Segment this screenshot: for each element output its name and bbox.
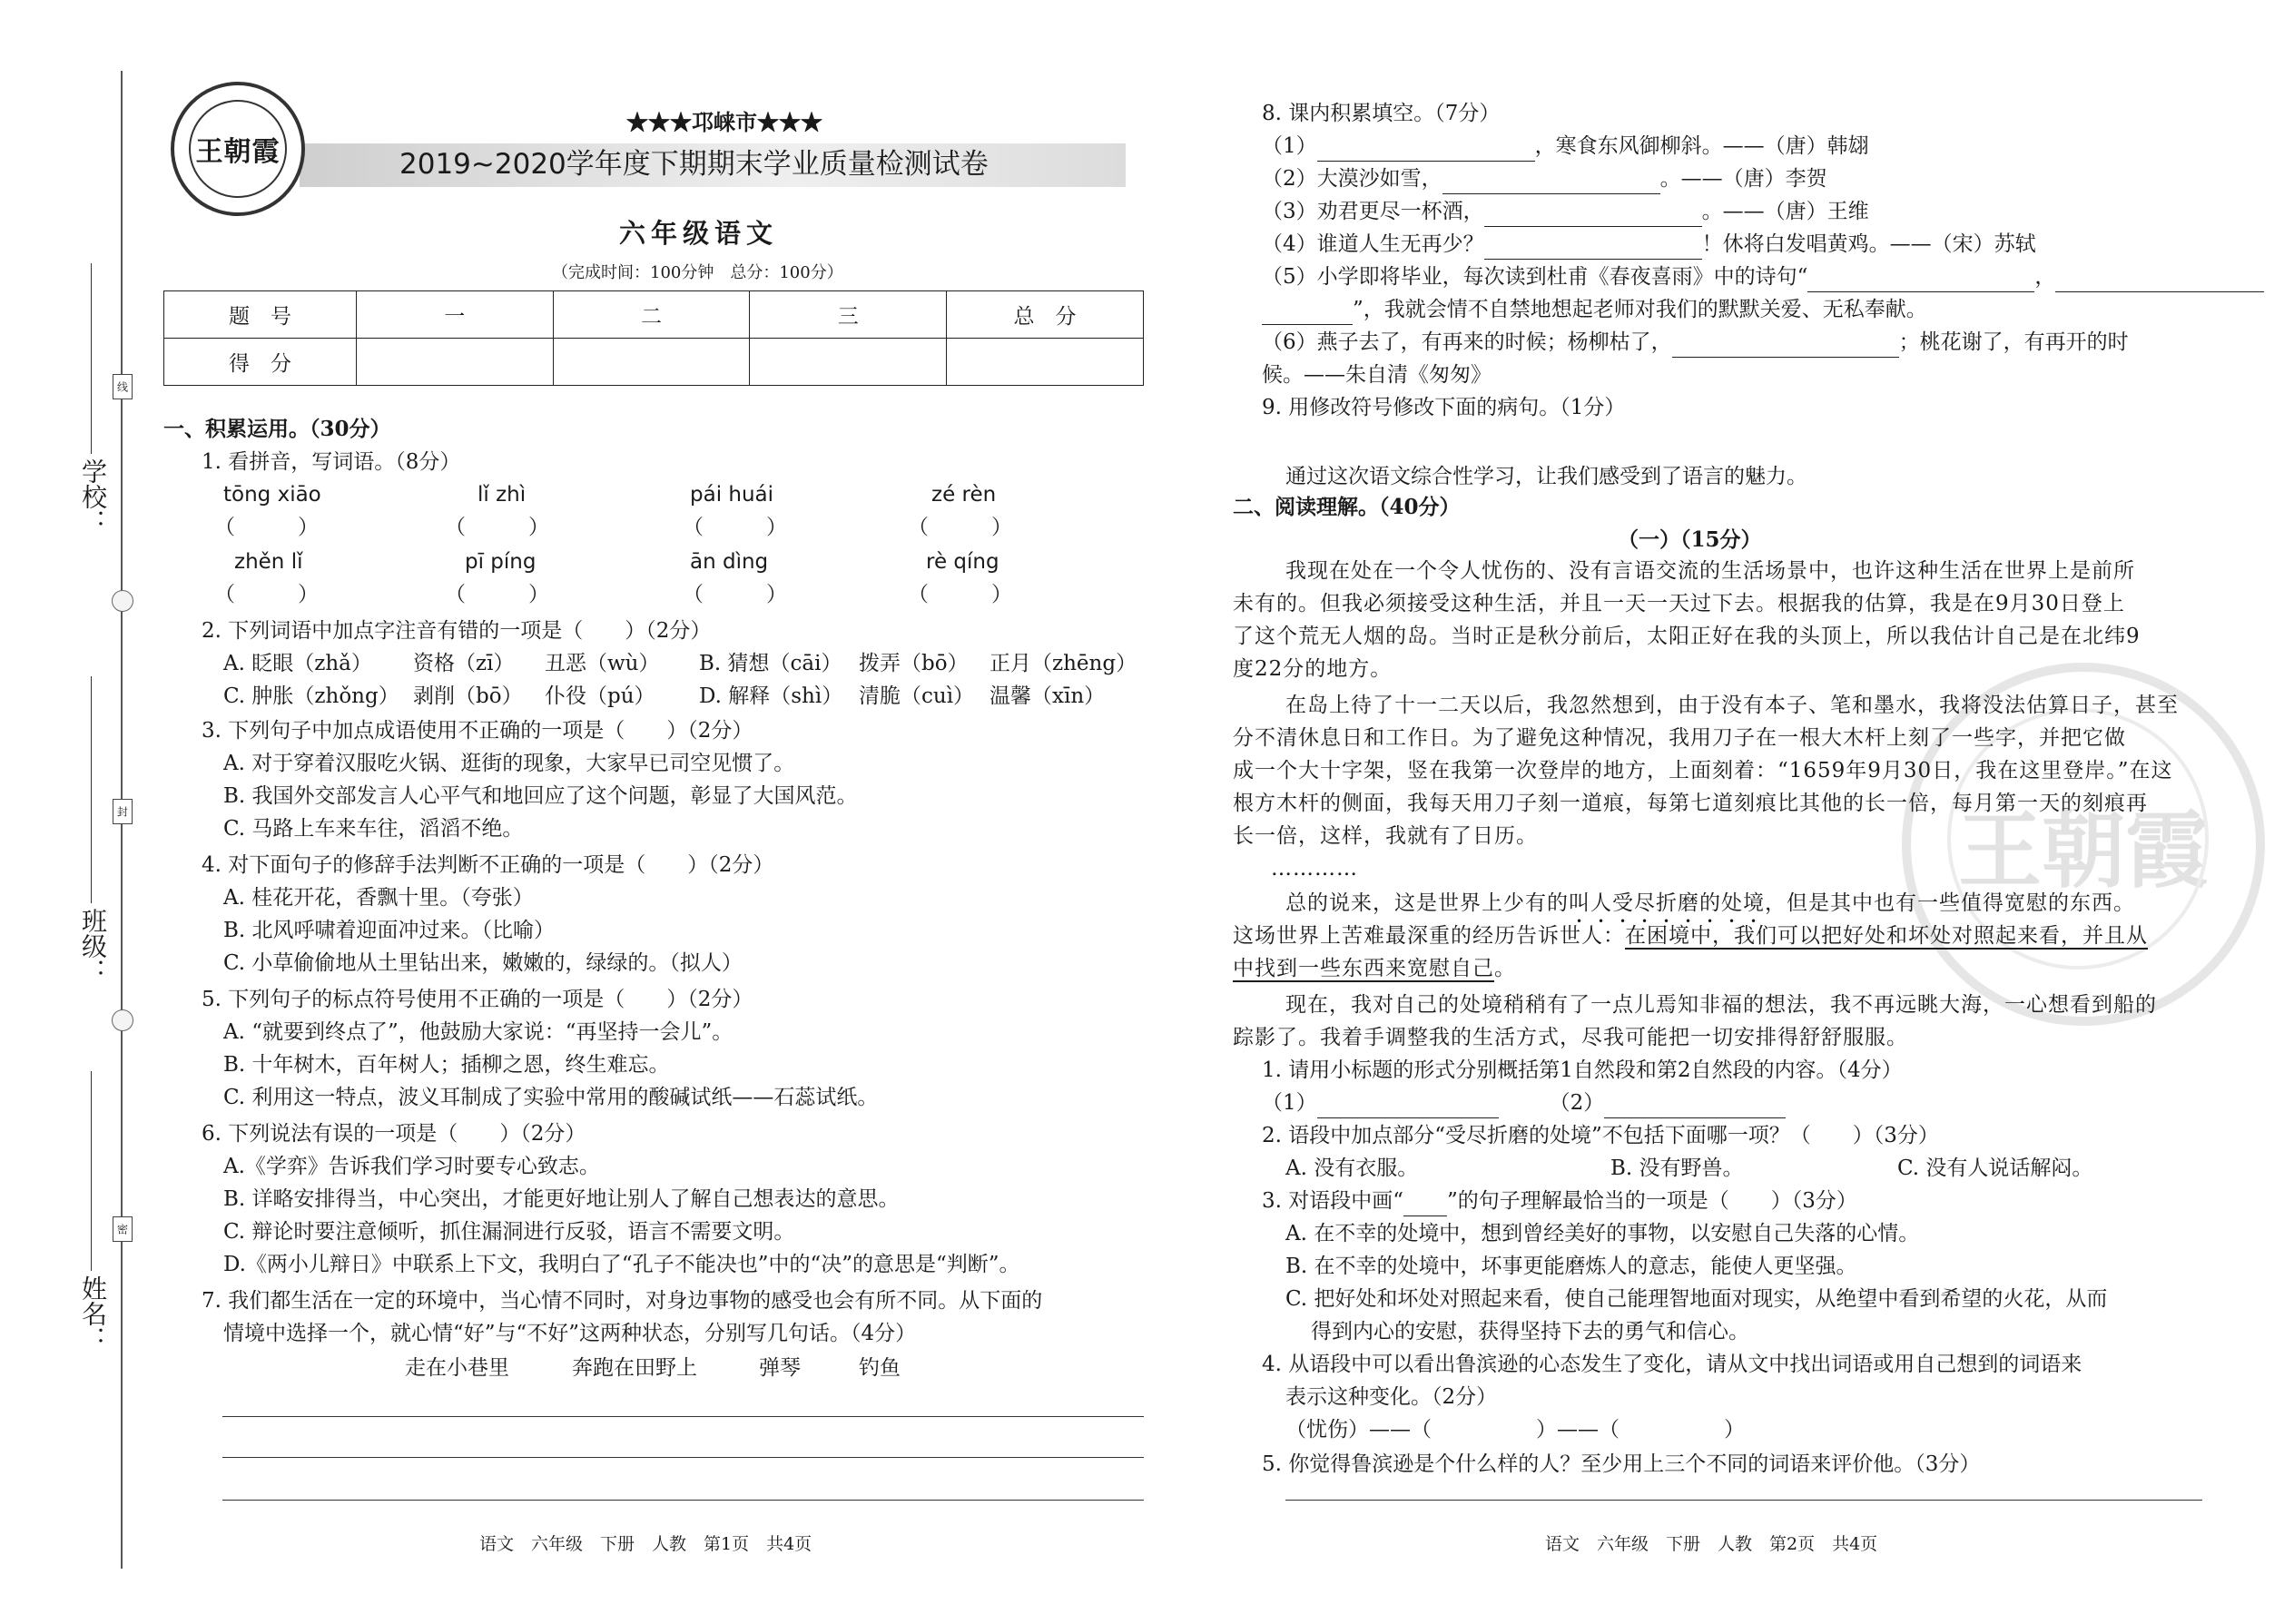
score-header-cell: 题 号 [164,291,357,339]
q1-title: 1. 看拼音，写词语。（8分） [202,450,461,474]
r1-answers: （1） （2） [1262,1088,1786,1118]
binding-hole-icon [112,1009,133,1031]
exam-title: 2019~2020学年度下期期末学业质量检测试卷 [399,148,989,181]
fill-blank[interactable] [1484,237,1702,260]
option: B. 我国外交部发言人心平气和地回应了这个问题，彰显了大国风范。 [223,784,858,808]
seal-char-mi: 密 [113,1216,133,1242]
score-header-cell: 一 [356,291,553,339]
q8-1: （1） ，寒食东风御柳斜。——（唐）韩翃 [1262,131,1869,162]
q9-title: 9. 用修改符号修改下面的病句。（1分） [1262,396,1626,419]
q7-option: 钓鱼 [859,1356,901,1380]
part1-title: （一）（15分） [1618,527,1762,552]
option: A. 眨眼（zhǎ） [223,652,372,675]
name-label: 姓名： [78,1275,108,1352]
option: B. 在不幸的处境中，坏事更能磨炼人的意志，能使人更坚强。 [1285,1255,1857,1278]
seal-char-xian: 线 [113,374,133,399]
school-label: 学校： [78,458,108,535]
name-field[interactable] [91,1071,92,1271]
passage-line: 我现在处在一个令人忧伤的、没有言语交流的生活场景中，也许这种生活在世界上是前所 [1285,559,2135,583]
class-field[interactable] [91,676,92,903]
option: A. 桂花开花，香飘十里。（夸张） [223,886,534,910]
option: B. 十年树木，百年树人；插柳之恩，终生难忘。 [223,1053,670,1077]
q8-6-cont: 候。——朱自清《匆匆》 [1262,363,1492,387]
option: A.《学弈》告诉我们学习时要专心致志。 [223,1155,600,1178]
score-row-label: 得 分 [164,339,357,386]
option: C. 肿胀（zhǒng） [223,684,399,708]
passage-line: 在岛上待了十一二天以后，我忽然想到，由于没有本子、笔和墨水，我将没法估算日子，甚至 [1285,694,2179,717]
passage-line: 总的说来，这是世界上少有的叫人受尽折磨的处境，但是其中也有一些值得宽慰的东西。 [1285,891,2135,915]
underlined-sentence: 中找到一些东西来宽慰自己 [1233,957,1494,980]
r5-title: 5. 你觉得鲁滨逊是个什么样的人？至少用上三个不同的词语来评价他。（3分） [1262,1452,1981,1476]
binding-hole-icon [112,590,133,612]
option: 资格（zī） [413,652,515,675]
option: C. 把好处和坏处对照起来看，使自己能理智地面对现实，从绝望中看到希望的火花，从而 [1285,1287,2108,1311]
dotted-phrase: 叫人受尽折磨的处境 [1569,891,1765,915]
q8-5: （5）小学即将毕业，每次读到杜甫《春夜喜雨》中的诗句“ ， [1262,261,2264,292]
q8-6: （6）燕子去了，有再来的时候；杨柳枯了， ；桃花谢了，有再开的时 [1262,327,2129,358]
fill-blank[interactable] [1317,1096,1499,1118]
writing-line[interactable] [1285,1500,2202,1501]
pinyin: zé rèn [931,483,997,507]
option: 温馨（xīn） [989,684,1106,708]
q4-title: 4. 对下面句子的修辞手法判断不正确的一项是（ ）（2分） [202,853,774,877]
option: A. 没有衣服。 [1285,1156,1419,1180]
answer-blank[interactable]: （ ） [214,583,319,606]
fill-blank[interactable] [1262,302,1353,325]
q8-2: （2）大漠沙如雪， 。——（唐）李贺 [1262,163,1827,194]
option: A. 对于穿着汉服吃火锅、逛街的现象，大家早已司空见惯了。 [223,752,795,775]
option: A. “就要到终点了”，他鼓励大家说：“再坚持一会儿”。 [223,1020,733,1044]
passage-line: 度22分的地方。 [1233,657,1393,681]
answer-blank[interactable]: （ ） [683,583,787,606]
fill-blank[interactable] [1442,172,1660,194]
r4-title: 4. 从语段中可以看出鲁滨逊的心态发生了变化，请从文中找出词语或用自己想到的词语来 [1262,1353,2082,1376]
option: 拨弄（bō） [859,652,969,675]
logo: 王朝霞 [171,82,305,216]
passage-line: 未有的。但我必须接受这种生活，并且一天一天过下去。根据我的估算，我是在9月30日登上 [1233,592,2125,615]
q8-4: （4）谁道人生无再少？ ！休将白发唱黄鸡。——（宋）苏轼 [1262,229,2036,260]
passage-line: 了这个荒无人烟的岛。当时正是秋分前后，太阳正好在我的头顶上，所以我估计自己是在北纬9 [1233,625,2141,648]
option: C. 没有人说话解闷。 [1897,1156,2093,1180]
q6-title: 6. 下列说法有误的一项是（ ）（2分） [202,1122,586,1146]
q5-title: 5. 下列句子的标点符号使用不正确的一项是（ ）（2分） [202,988,753,1011]
section1-title: 一、积累运用。（30分） [163,417,391,441]
q8-3: （3）劝君更尽一杯酒， 。——（唐）王维 [1262,196,1869,227]
r3-title: 3. 对语段中画“ ”的句子理解最恰当的一项是（ ）（3分） [1262,1186,1857,1216]
q7-option: 弹琴 [759,1356,801,1380]
writing-line[interactable] [222,1500,1144,1501]
passage-line: 成一个大十字架，竖在我第一次登岸的地方，上面刻着：“1659年9月30日，我在这里登岸。”在这 [1233,759,2173,782]
pinyin: ān dìng [690,550,769,574]
fill-blank[interactable] [2055,270,2264,292]
passage-line: 中找到一些东西来宽慰自己。 [1233,957,1516,980]
answer-blank[interactable]: （ ） [683,516,787,539]
option: 得到内心的安慰，获得坚持下去的勇气和信心。 [1311,1320,1749,1343]
q7-option: 奔跑在田野上 [572,1356,697,1380]
exam-info: （完成时间：100分钟 总分：100分） [552,263,843,282]
r4-answer[interactable]: （忧伤）——（ ）——（ ） [1285,1418,1745,1442]
fill-blank[interactable] [1672,335,1899,358]
option: 正月（zhēng） [989,652,1137,675]
score-header-cell: 总 分 [947,291,1144,339]
seal-char-feng: 封 [113,799,133,824]
pinyin: pái huái [690,483,774,507]
section2-title: 二、阅读理解。（40分） [1233,495,1461,519]
q8-title: 8. 课内积累填空。（7分） [1262,102,1501,125]
school-field[interactable] [91,263,92,454]
option: D.《两小儿辩日》中联系上下文，我明白了“孔子不能决也”中的“决”的意思是“判断”。 [223,1253,1020,1276]
class-label: 班级： [78,908,108,984]
option: A. 在不幸的处境中，想到曾经美好的事物，以安慰自己失落的心情。 [1285,1222,1920,1245]
answer-blank[interactable]: （ ） [445,583,549,606]
score-cell[interactable] [750,339,947,386]
score-header-cell: 三 [750,291,947,339]
score-header-cell: 二 [553,291,750,339]
option: C. 小草偷偷地从土里钻出来，嫩嫩的，绿绿的。（拟人） [223,951,743,975]
q7-option: 走在小巷里 [405,1356,509,1380]
pinyin: lǐ zhì [478,483,527,507]
score-table [163,290,1144,386]
passage-line: 根方木杆的侧面，我每天用刀子刻一道痕，每第七道刻痕比其他的长一倍，每月第一天的刻痕再 [1233,792,2148,815]
q7-line2: 情境中选择一个，就心情“好”与“不好”这两种状态，分别写几句话。（4分） [223,1322,917,1345]
option: 清脆（cuì） [859,684,975,708]
score-cell[interactable] [553,339,750,386]
r1-title: 1. 请用小标题的形式分别概括第1自然段和第2自然段的内容。（4分） [1262,1058,1903,1082]
pinyin: zhěn lǐ [234,550,303,574]
q7-line1: 7. 我们都生活在一定的环境中，当心情不同时，对身边事物的感受也会有所不同。从下面的 [202,1289,1043,1313]
fill-blank[interactable] [1317,139,1535,162]
option: D. 解释（shì） [699,684,843,708]
option: 丑恶（wù） [545,652,660,675]
passage-line: 这场世界上苦难最深重的经历告诉世人：在困境中，我们可以把好处和坏处对照起来看，并且从 [1233,924,2148,948]
option: 剥削（bō） [413,684,523,708]
fill-blank[interactable] [1807,270,2034,292]
r4-title: 表示这种变化。（2分） [1285,1385,1498,1409]
underlined-sentence: 在困境中，我们可以把好处和坏处对照起来看，并且从 [1625,924,2148,948]
score-cell[interactable] [947,339,1144,386]
answer-blank[interactable]: （ ） [908,516,1012,539]
q3-title: 3. 下列句子中加点成语使用不正确的一项是（ ）（2分） [202,719,753,743]
fill-blank[interactable] [1604,1096,1786,1118]
city-title: ★★★邛崃市★★★ [626,109,822,135]
q9-sentence[interactable]: 通过这次语文综合性学习，让我们感受到了语言的魅力。 [1285,465,1807,488]
passage-line: 长一倍，这样，我就有了日历。 [1233,824,1538,848]
option: B. 北风呼啸着迎面冲过来。（比喻） [223,919,556,942]
passage-ellipsis: ………… [1271,857,1358,881]
option: B. 没有野兽。 [1610,1156,1744,1180]
option: 仆役（pú） [545,684,655,708]
passage-line: 踪影了。我着手调整我的生活方式，尽我可能把一切安排得舒舒服服。 [1233,1026,1908,1049]
pinyin: tōng xiāo [223,483,321,507]
score-cell[interactable] [356,339,553,386]
r2-title: 2. 语段中加点部分“受尽折磨的处境”不包括下面哪一项？（ ）（3分） [1262,1124,1939,1147]
option: B. 猜想（cāi） [699,652,842,675]
fill-blank[interactable] [1484,204,1702,227]
option: B. 详略安排得当，中心突出，才能更好地让别人了解自己想表达的意思。 [223,1187,900,1211]
answer-blank[interactable]: （ ） [908,583,1012,606]
q2-title: 2. 下列词语中加点字注音有错的一项是（ ）（2分） [202,619,712,643]
watermark-seal: 王朝霞 [1902,663,2265,1026]
answer-blank[interactable]: （ ） [214,516,319,539]
option: C. 马路上车来车往，滔滔不绝。 [223,817,524,841]
option: C. 辩论时要注意倾听，抓住漏洞进行反驳，语言不需要文明。 [223,1220,795,1244]
option: C. 利用这一特点，波义耳制成了实验中常用的酸碱试纸——石蕊试纸。 [223,1086,879,1109]
writing-line[interactable] [222,1457,1144,1458]
subject-title: 六年级语文 [619,218,779,249]
writing-line[interactable] [222,1416,1144,1417]
pinyin: pī píng [465,550,537,574]
pinyin: rè qíng [926,550,999,574]
q8-5-cont: ”，我就会情不自禁地想起老师对我们的默默关爱、无私奉献。 [1262,294,1927,325]
answer-blank[interactable]: （ ） [445,516,549,539]
passage-line: 现在，我对自己的处境稍稍有了一点儿焉知非福的想法，我不再远眺大海，一心想看到船的 [1285,993,2157,1017]
passage-line: 分不清休息日和工作日。为了避免这种情况，我用刀子在一根大木杆上刻了一些字，并把它做 [1233,726,2126,750]
footer-right: 语文 六年级 下册 人教 第2页 共4页 [1545,1534,1878,1554]
footer-left: 语文 六年级 下册 人教 第1页 共4页 [479,1534,812,1554]
